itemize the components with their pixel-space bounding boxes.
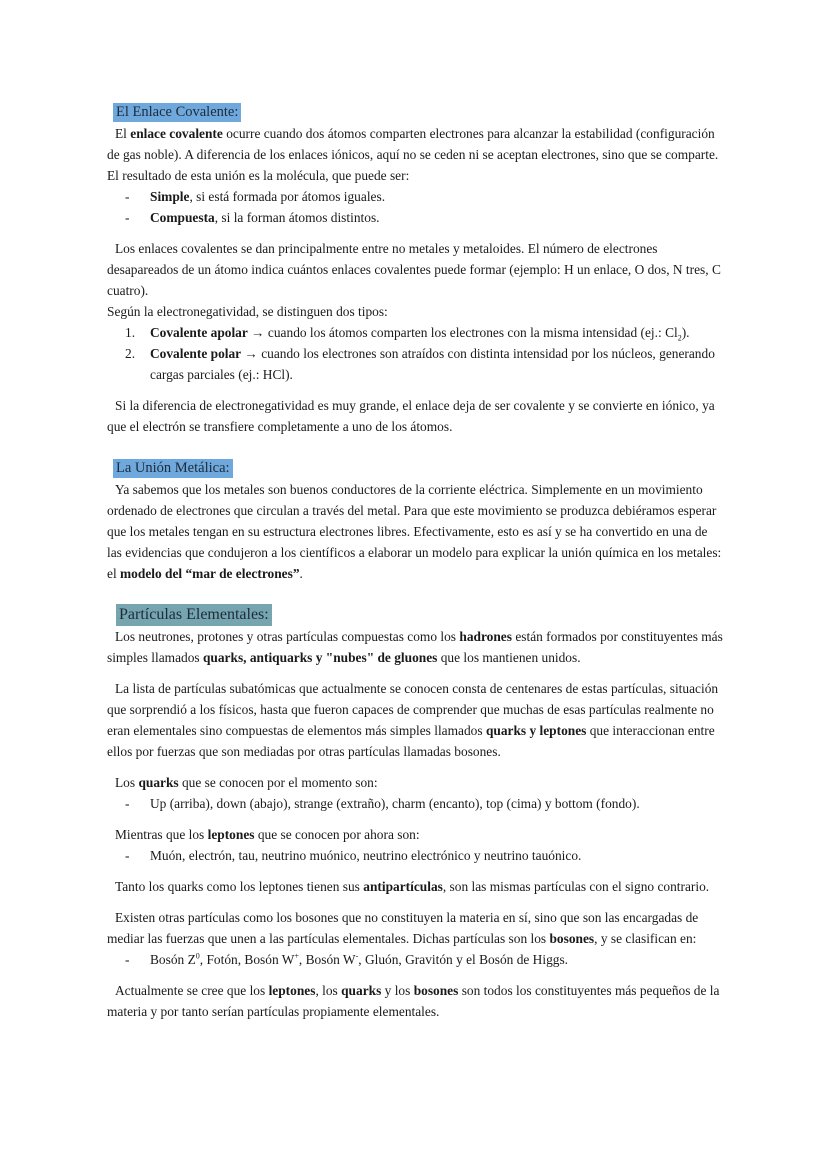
paragraph — [107, 678, 725, 762]
paragraph — [107, 123, 725, 186]
heading-row — [107, 101, 725, 123]
list-marker: - — [125, 189, 130, 204]
bold-text: leptones — [207, 827, 255, 842]
text-run: Ya sabemos que los metales son buenos conductores de la corriente eléctrica. Simplemente en un movimiento ordenado de electrones que circulan a través del metal. Para que este movimiento se produzca debiéramos esperar que los metales tengan en su estructura electrones libres. Efectivamente, esto es así y se ha convertido en una de las evidencias que condujeron a los científicos a elaborar un modelo para explicar la unión química en los metales: el — [107, 482, 722, 581]
text-run: Los — [115, 775, 139, 790]
bold-text: leptones — [268, 983, 316, 998]
text-run: Según la electronegatividad, se distinguen dos tipos: — [107, 304, 388, 319]
list-marker: - — [125, 848, 130, 863]
bold-text: quarks y leptones — [485, 723, 587, 738]
text-run: , si está formada por átomos iguales. — [189, 189, 386, 204]
bold-text: hadrones — [459, 629, 512, 644]
text-run: Bosón Z — [150, 952, 196, 967]
text-run: , Gluón, Gravitón y el Bosón de Higgs. — [358, 952, 569, 967]
text-run: Existen otras partículas como los bosones que no constituyen la materia en sí, sino que son las encargadas de mediar las fuerzas que unen a las partículas elementales. Dichas partículas son los — [107, 910, 699, 946]
paragraph — [107, 876, 725, 897]
text-run: Mientras que los — [115, 827, 208, 842]
paragraph — [107, 479, 725, 584]
text-run: , Fotón, Bosón W — [199, 952, 295, 967]
heading-row — [107, 604, 725, 626]
paragraph — [107, 395, 725, 437]
text-run: están formados por constituyentes más simples llamados — [107, 629, 723, 665]
bold-text: Compuesta — [150, 210, 215, 225]
text-run: que se conocen por el momento son: — [178, 775, 378, 790]
text-run: El — [115, 126, 131, 141]
text-run: Actualmente se cree que los — [115, 983, 269, 998]
heading-particulas-elementales: Partículas Elementales: — [116, 604, 272, 626]
bold-text: bosones — [549, 931, 595, 946]
text-run: , los — [315, 983, 342, 998]
list-marker: - — [125, 796, 130, 811]
text-run: → cuando los electrones son atraídos con distinta intensidad por los núcleos, generando cargas parciales (ej.: HCl). — [150, 346, 715, 382]
bold-text: Simple — [150, 189, 190, 204]
bold-text: quarks — [341, 983, 382, 998]
text-run: que se conocen por ahora son: — [254, 827, 420, 842]
text-run: , Bosón W — [298, 952, 356, 967]
text-run: La lista de partículas subatómicas que actualmente se conocen consta de centenares de estas partículas, situación que sorprendió a los físicos, hasta que fueron capaces de comprender que muchas de esas partículas realmente no eran elementales sino compuestas de elementos más simples llamados — [107, 681, 719, 738]
text-run: Los neutrones, protones y otras partículas compuestas como los — [115, 629, 460, 644]
bold-text: quarks — [138, 775, 179, 790]
text-run: 2 — [677, 333, 682, 343]
list-marker: 2. — [125, 346, 136, 361]
list-marker: - — [125, 952, 130, 967]
text-run: que los mantienen unidos. — [437, 650, 581, 665]
list-marker: - — [125, 210, 130, 225]
text-run: ). — [681, 325, 690, 340]
paragraph — [107, 238, 725, 301]
bold-text: Covalente apolar — [150, 325, 248, 340]
list-item — [107, 322, 725, 343]
paragraph — [107, 907, 725, 949]
heading-union-metalica: La Unión Metálica: — [113, 459, 233, 478]
list-item — [107, 793, 725, 814]
text-run: Up (arriba), down (abajo), strange (extraño), charm (encanto), top (cima) y bottom (fondo). — [150, 796, 640, 811]
text-run: - — [355, 951, 359, 961]
paragraph — [107, 301, 725, 322]
list-item — [107, 207, 725, 228]
bold-text: antipartículas — [363, 879, 443, 894]
text-run: . — [299, 566, 303, 581]
text-run: → cuando los átomos comparten los electrones con la misma intensidad (ej.: Cl — [247, 325, 678, 340]
list-item — [107, 343, 725, 385]
text-run: ocurre cuando dos átomos comparten electrones para alcanzar la estabilidad (configuración de gas noble). A diferencia de los enlaces iónicos, aquí no se ceden ni se aceptan electrones, sino que se comparte. El resultado de esta unión es la molécula, que puede ser: — [107, 126, 719, 183]
paragraph — [107, 772, 725, 793]
text-run: , si la forman átomos distintos. — [214, 210, 380, 225]
text-run: Si la diferencia de electronegatividad es muy grande, el enlace deja de ser covalente y se convierte en iónico, ya que el electrón se transfiere completamente a uno de los átomos. — [107, 398, 715, 434]
text-run: 0 — [195, 951, 200, 961]
text-run: y los — [381, 983, 414, 998]
list-item — [107, 949, 725, 970]
list-item — [107, 845, 725, 866]
text-run: , son las mismas partículas con el signo contrario. — [442, 879, 710, 894]
text-run: + — [294, 951, 299, 961]
text-run: Tanto los quarks como los leptones tienen sus — [115, 879, 364, 894]
paragraph — [107, 626, 725, 668]
bold-text: modelo del “mar de electrones” — [120, 566, 300, 581]
list-item — [107, 186, 725, 207]
bold-text: bosones — [413, 983, 459, 998]
text-run: , y se clasifican en: — [594, 931, 697, 946]
text-run: son todos los constituyentes más pequeños de la materia y por tanto serían partículas propiamente elementales. — [107, 983, 720, 1019]
paragraph — [107, 824, 725, 845]
heading-enlace-covalente: El Enlace Covalente: — [113, 103, 241, 122]
text-run: Muón, electrón, tau, neutrino muónico, neutrino electrónico y neutrino tauónico. — [150, 848, 582, 863]
text-run: Los enlaces covalentes se dan principalmente entre no metales y metaloides. El número de electrones desapareados de un átomo indica cuántos enlaces covalentes puede formar (ejemplo: H un enlace, O dos, N tres, C cuatro). — [107, 241, 721, 298]
document-body — [107, 101, 725, 1022]
text-run: que interaccionan entre ellos por fuerzas que son mediadas por otras partículas llamadas bosones. — [107, 723, 715, 759]
bold-text: quarks, antiquarks y "nubes" de gluones — [202, 650, 438, 665]
bold-text: enlace covalente — [130, 126, 223, 141]
list-marker: 1. — [125, 325, 136, 340]
paragraph — [107, 980, 725, 1022]
bold-text: Covalente polar — [150, 346, 242, 361]
heading-row — [107, 457, 725, 479]
